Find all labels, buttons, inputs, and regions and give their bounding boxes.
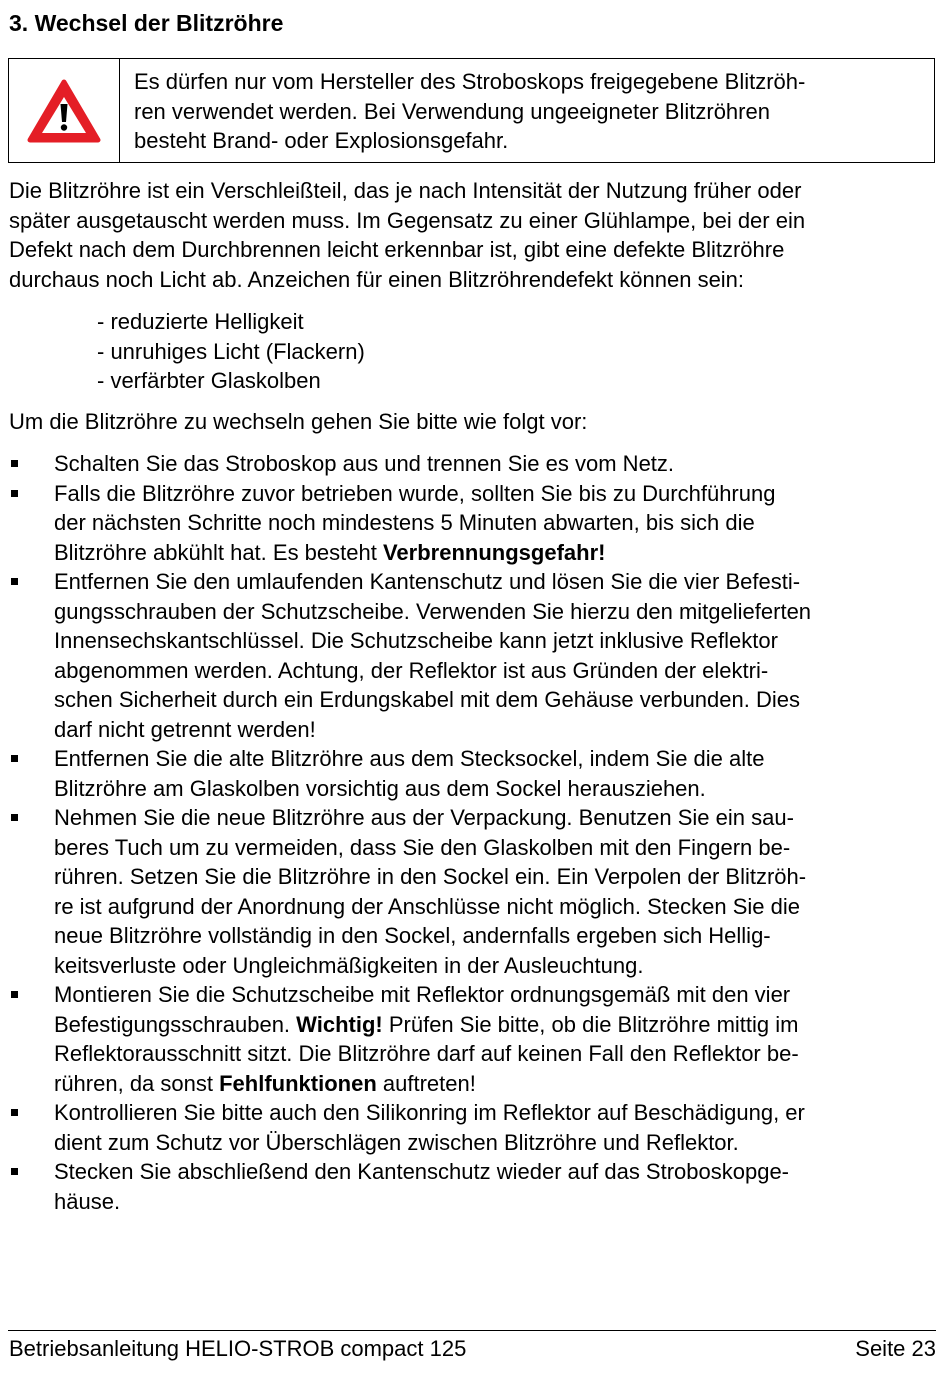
warning-icon-cell: [9, 59, 120, 162]
bullet-square-icon: [11, 991, 18, 998]
step-line: häuse.: [54, 1188, 121, 1214]
step-item: [9, 1157, 939, 1216]
step-item: [9, 479, 939, 568]
warning-box: [8, 58, 935, 163]
warning-line: ren verwendet werden. Bei Verwendung ungeeigneter Blitzröhren: [134, 98, 770, 124]
bullet-square-icon: [11, 755, 18, 762]
symptom-item: - unruhiges Licht (Flackern): [97, 338, 365, 364]
step-line: Kontrollieren Sie bitte auch den Silikonring im Reflektor auf Beschädigung, er: [54, 1100, 805, 1125]
page-footer: [9, 1335, 936, 1363]
step-line: [54, 1010, 939, 1040]
warning-text: [120, 59, 815, 162]
bullet-square-icon: [11, 578, 18, 585]
warning-line: besteht Brand- oder Explosionsgefahr.: [134, 128, 509, 153]
step-item: [9, 744, 939, 803]
bullet-square-icon: [11, 1109, 18, 1116]
footer-document-title: Betriebsanleitung HELIO-STROB compact 125: [9, 1336, 467, 1361]
footer-page-number: Seite 23: [855, 1336, 936, 1361]
symptom-item: - verfärbter Glaskolben: [97, 368, 321, 393]
step-text: Befestigungsschrauben.: [54, 1011, 297, 1037]
intro-line: später ausgetauscht werden muss. Im Gegensatz zu einer Glühlampe, bei der ein: [9, 207, 806, 233]
emphasis-text: Wichtig!: [296, 1011, 383, 1037]
step-line: neue Blitzröhre vollständig in den Sockel, andernfalls ergeben sich Hellig-: [54, 923, 771, 948]
steps-lead-text: Um die Blitzröhre zu wechseln gehen Sie bitte wie folgt vor:: [9, 409, 588, 434]
intro-line: Die Blitzröhre ist ein Verschleißteil, das je nach Intensität der Nutzung früher oder: [9, 178, 802, 203]
step-item: [9, 803, 939, 980]
step-line: [54, 1069, 939, 1099]
step-item: [9, 980, 939, 1098]
step-line: Innensechskantschlüssel. Die Schutzscheibe kann jetzt inklusive Reflektor: [54, 628, 778, 653]
step-line: der nächsten Schritte noch mindestens 5 Minuten abwarten, bis sich die: [54, 510, 755, 535]
warning-triangle-icon: [27, 78, 101, 144]
step-line: beres Tuch um zu vermeiden, dass Sie den Glaskolben mit den Fingern be-: [54, 834, 791, 860]
step-text: Blitzröhre abkühlt hat. Es besteht: [54, 539, 383, 565]
step-line: darf nicht getrennt werden!: [54, 716, 316, 742]
symptom-item: - reduzierte Helligkeit: [97, 309, 304, 334]
step-line: Schalten Sie das Stroboskop aus und trennen Sie es vom Netz.: [54, 451, 675, 476]
emphasis-text: Fehlfunktionen: [219, 1070, 377, 1096]
step-line: Reflektorausschnitt sitzt. Die Blitzröhre darf auf keinen Fall den Reflektor be-: [54, 1041, 799, 1066]
footer-divider: [8, 1330, 936, 1331]
intro-paragraph: [9, 176, 805, 294]
step-text: auftreten!: [376, 1070, 476, 1096]
step-line: Stecken Sie abschließend den Kantenschutz wieder auf das Stroboskopge-: [54, 1159, 790, 1184]
symptom-list: [97, 307, 365, 396]
step-item: [9, 449, 939, 479]
warning-line: Es dürfen nur vom Hersteller des Stroboskops freigegebene Blitzröh-: [134, 69, 806, 94]
step-item: [9, 567, 939, 744]
intro-line: durchaus noch Licht ab. Anzeichen für einen Blitzröhrendefekt können sein:: [9, 266, 745, 292]
step-line: Blitzröhre am Glaskolben vorsichtig aus dem Sockel herausziehen.: [54, 775, 706, 801]
step-line: dient zum Schutz vor Überschlägen zwischen Blitzröhre und Reflektor.: [54, 1129, 739, 1155]
step-line: gungsschrauben der Schutzscheibe. Verwenden Sie hierzu den mitgelieferten: [54, 598, 812, 624]
step-line: Entfernen Sie den umlaufenden Kantenschutz und lösen Sie die vier Befesti-: [54, 569, 801, 594]
bullet-square-icon: [11, 460, 18, 467]
step-text: Prüfen Sie bitte, ob die Blitzröhre mittig im: [382, 1011, 799, 1037]
emphasis-text: Verbrennungsgefahr!: [382, 539, 606, 565]
step-line: rühren. Setzen Sie die Blitzröhre in den Sockel ein. Ein Verpolen der Blitzröh-: [54, 864, 807, 889]
page-title: 3. Wechsel der Blitzröhre: [9, 10, 284, 36]
step-line: abgenommen werden. Achtung, der Reflektor ist aus Gründen der elektri-: [54, 657, 769, 683]
step-line: keitsverluste oder Ungleichmäßigkeiten in der Ausleuchtung.: [54, 952, 644, 978]
step-line: re ist aufgrund der Anordnung der Anschlüsse nicht möglich. Stecken Sie die: [54, 893, 801, 919]
step-line: Montieren Sie die Schutzscheibe mit Reflektor ordnungsgemäß mit den vier: [54, 982, 791, 1007]
intro-line: Defekt nach dem Durchbrennen leicht erkennbar ist, gibt eine defekte Blitzröhre: [9, 237, 785, 262]
step-text: rühren, da sonst: [54, 1070, 220, 1096]
step-line: [54, 538, 939, 568]
step-list: [9, 449, 939, 1216]
bullet-square-icon: [11, 1168, 18, 1175]
steps-lead: [9, 407, 587, 437]
step-line: Nehmen Sie die neue Blitzröhre aus der Verpackung. Benutzen Sie ein sau-: [54, 805, 794, 830]
bullet-square-icon: [11, 490, 18, 497]
step-line: Entfernen Sie die alte Blitzröhre aus dem Stecksockel, indem Sie die alte: [54, 746, 765, 771]
bullet-square-icon: [11, 814, 18, 821]
step-line: Falls die Blitzröhre zuvor betrieben wurde, sollten Sie bis zu Durchführung: [54, 480, 776, 506]
step-line: schen Sicherheit durch ein Erdungskabel mit dem Gehäuse verbunden. Dies: [54, 687, 800, 712]
step-item: [9, 1098, 939, 1157]
